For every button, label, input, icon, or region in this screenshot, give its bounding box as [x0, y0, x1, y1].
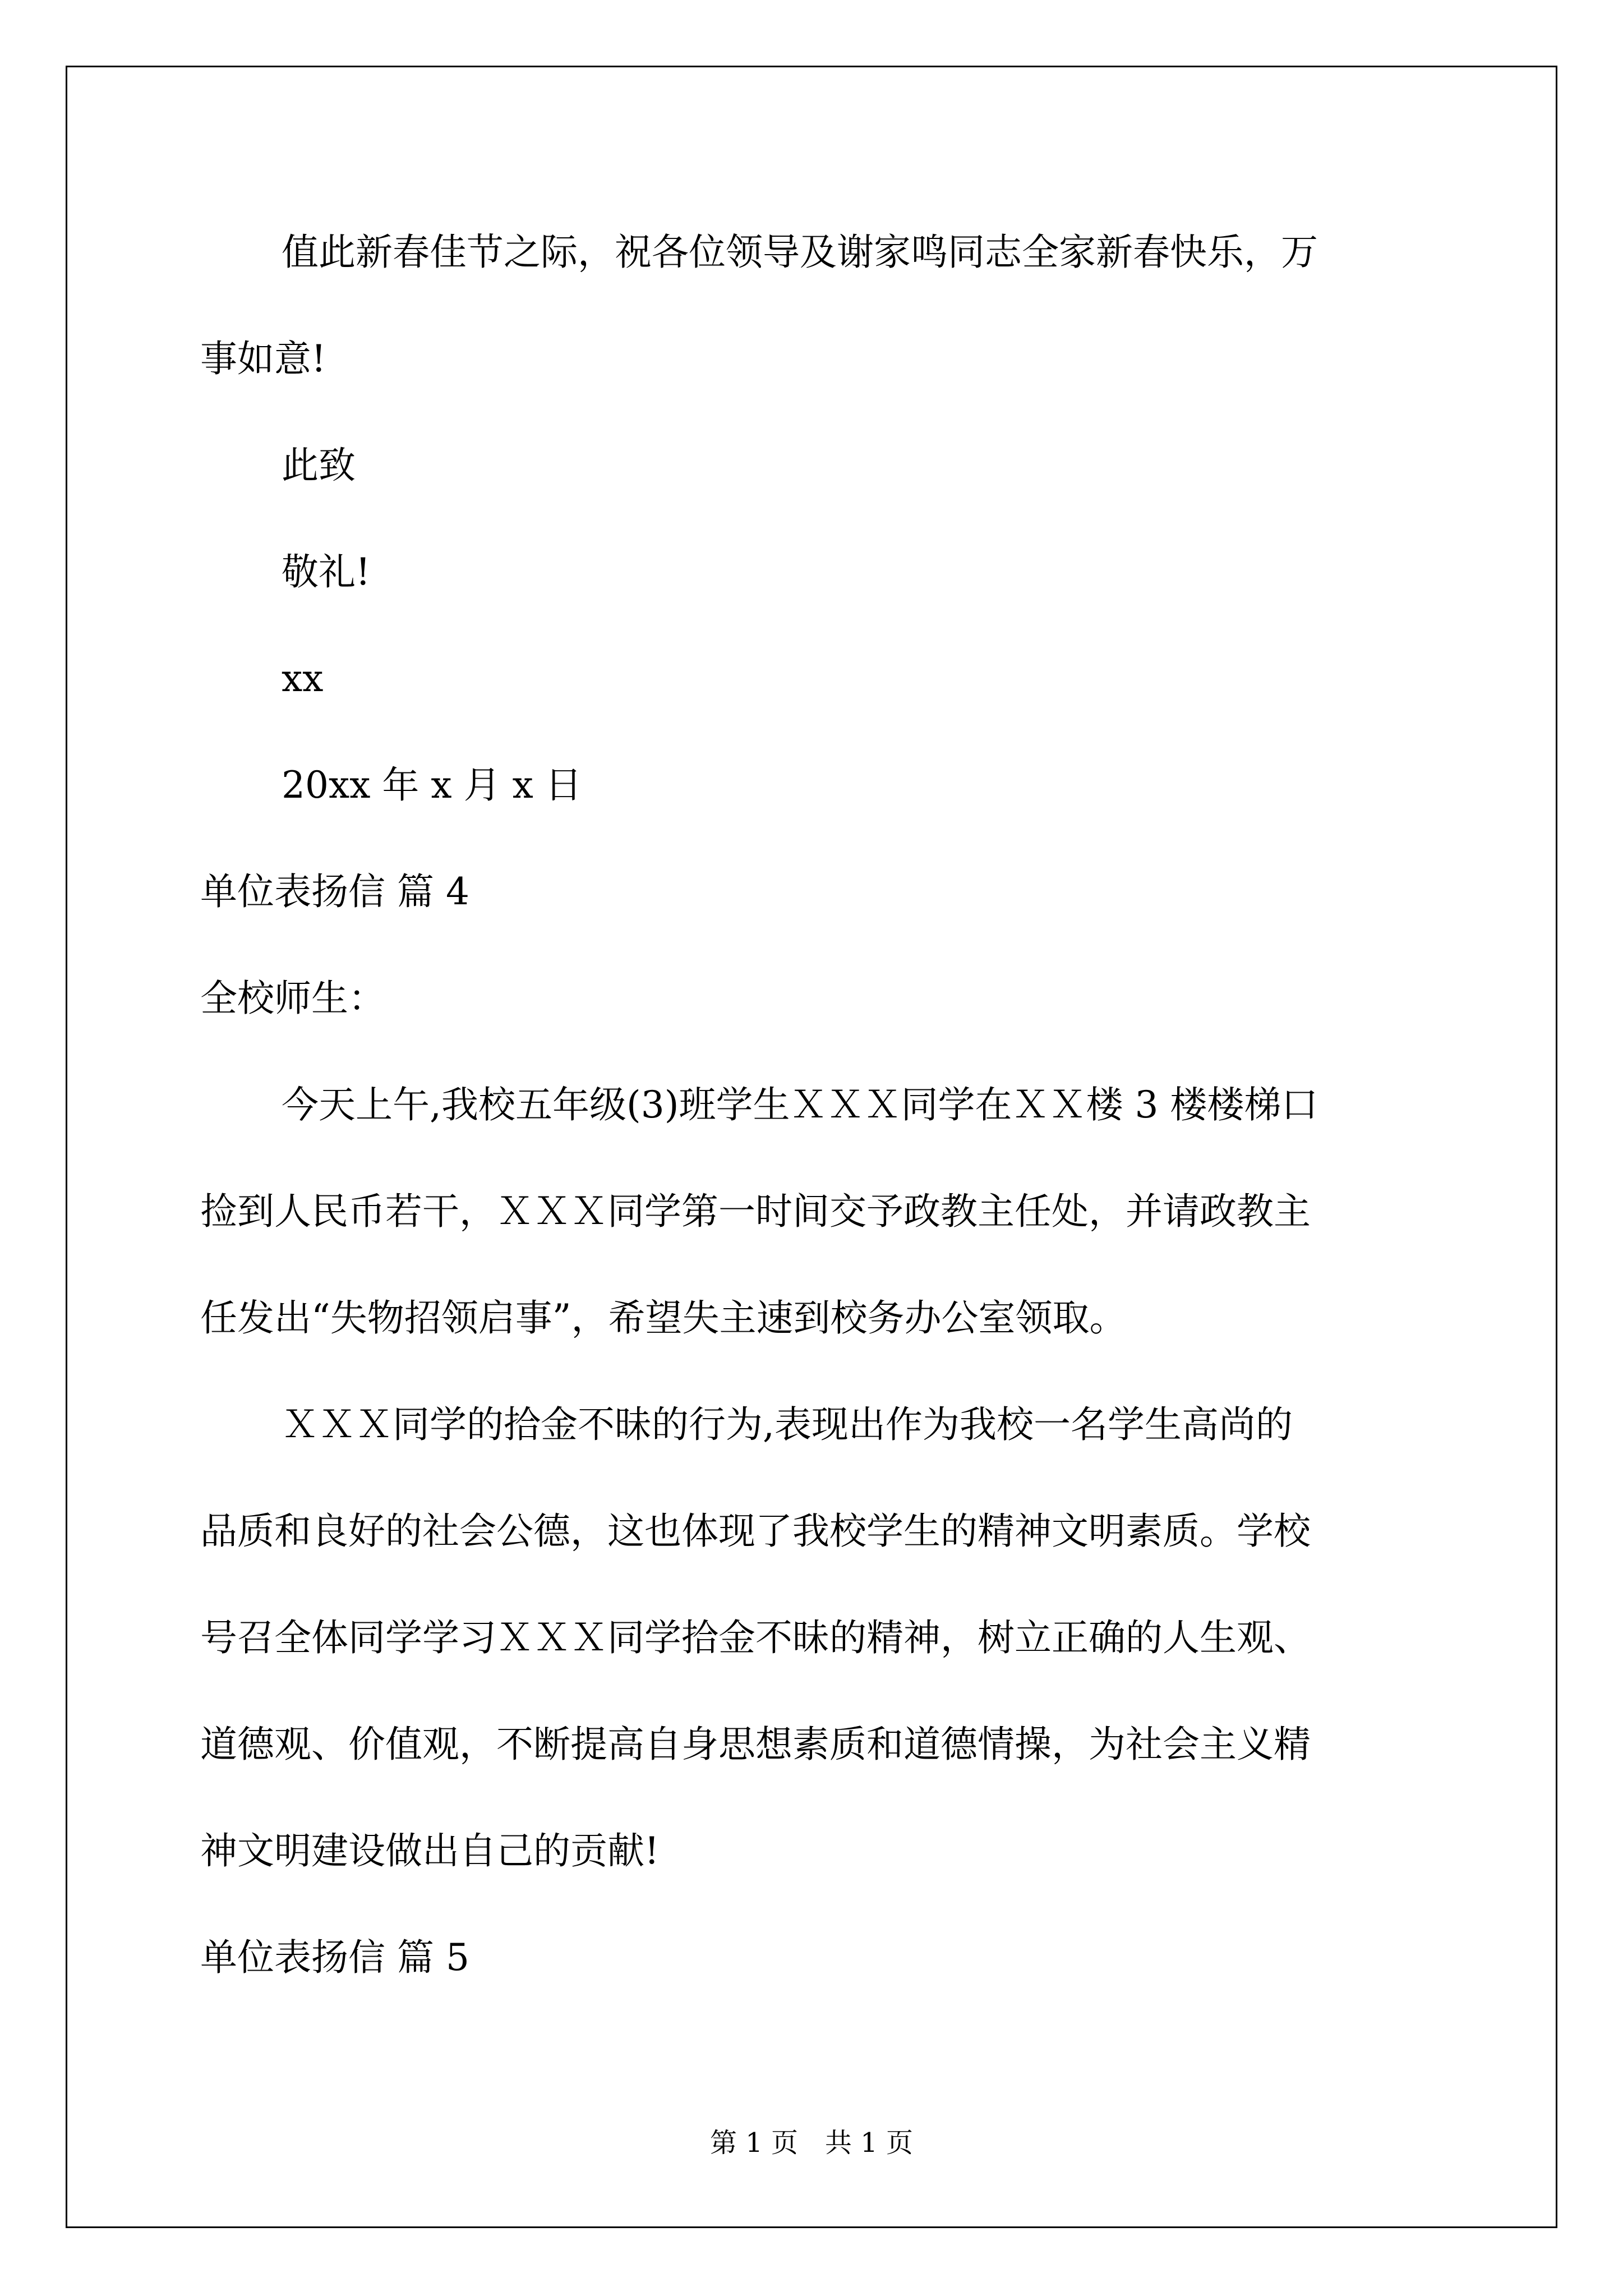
document-body [200, 219, 1423, 2031]
signature-line: xx [282, 657, 324, 700]
paragraph-line: 事如意! [200, 337, 326, 380]
paragraph-line: 号召全体同学学习ＸＸＸ同学拾金不昧的精神，树立正确的人生观、 [200, 1616, 1311, 1659]
closing-line: 敬礼! [282, 550, 371, 593]
section-heading: 单位表扬信 篇 4 [200, 870, 469, 913]
date-line: 20xx 年 x 月 x 日 [282, 763, 582, 807]
page-footer: 第 1 页 共 1 页 [709, 2127, 914, 2159]
paragraph-line: 任发出“失物招领启事”，希望失主速到校务办公室领取。 [200, 1296, 1127, 1340]
paragraph-line: ＸＸＸ同学的拾金不昧的行为,表现出作为我校一名学生高尚的 [282, 1403, 1293, 1446]
closing-line: 此致 [282, 444, 356, 487]
paragraph-line: 值此新春佳节之际，祝各位领导及谢家鸣同志全家新春快乐，万 [282, 231, 1318, 274]
paragraph-line: 品质和良好的社会公德，这也体现了我校学生的精神文明素质。学校 [200, 1510, 1311, 1553]
paragraph-line: 神文明建设做出自己的贡献! [200, 1829, 660, 1872]
paragraph-line: 今天上午,我校五年级(3)班学生ＸＸＸ同学在ＸＸ楼 3 楼楼梯口 [282, 1083, 1318, 1126]
paragraph-line: 捡到人民币若干，ＸＸＸ同学第一时间交予政教主任处，并请政教主 [200, 1190, 1311, 1233]
section-heading: 单位表扬信 篇 5 [200, 1936, 469, 1979]
salutation-line: 全校师生： [200, 977, 385, 1020]
paragraph-line: 道德观、价值观，不断提高自身思想素质和道德情操，为社会主义精 [200, 1723, 1311, 1766]
